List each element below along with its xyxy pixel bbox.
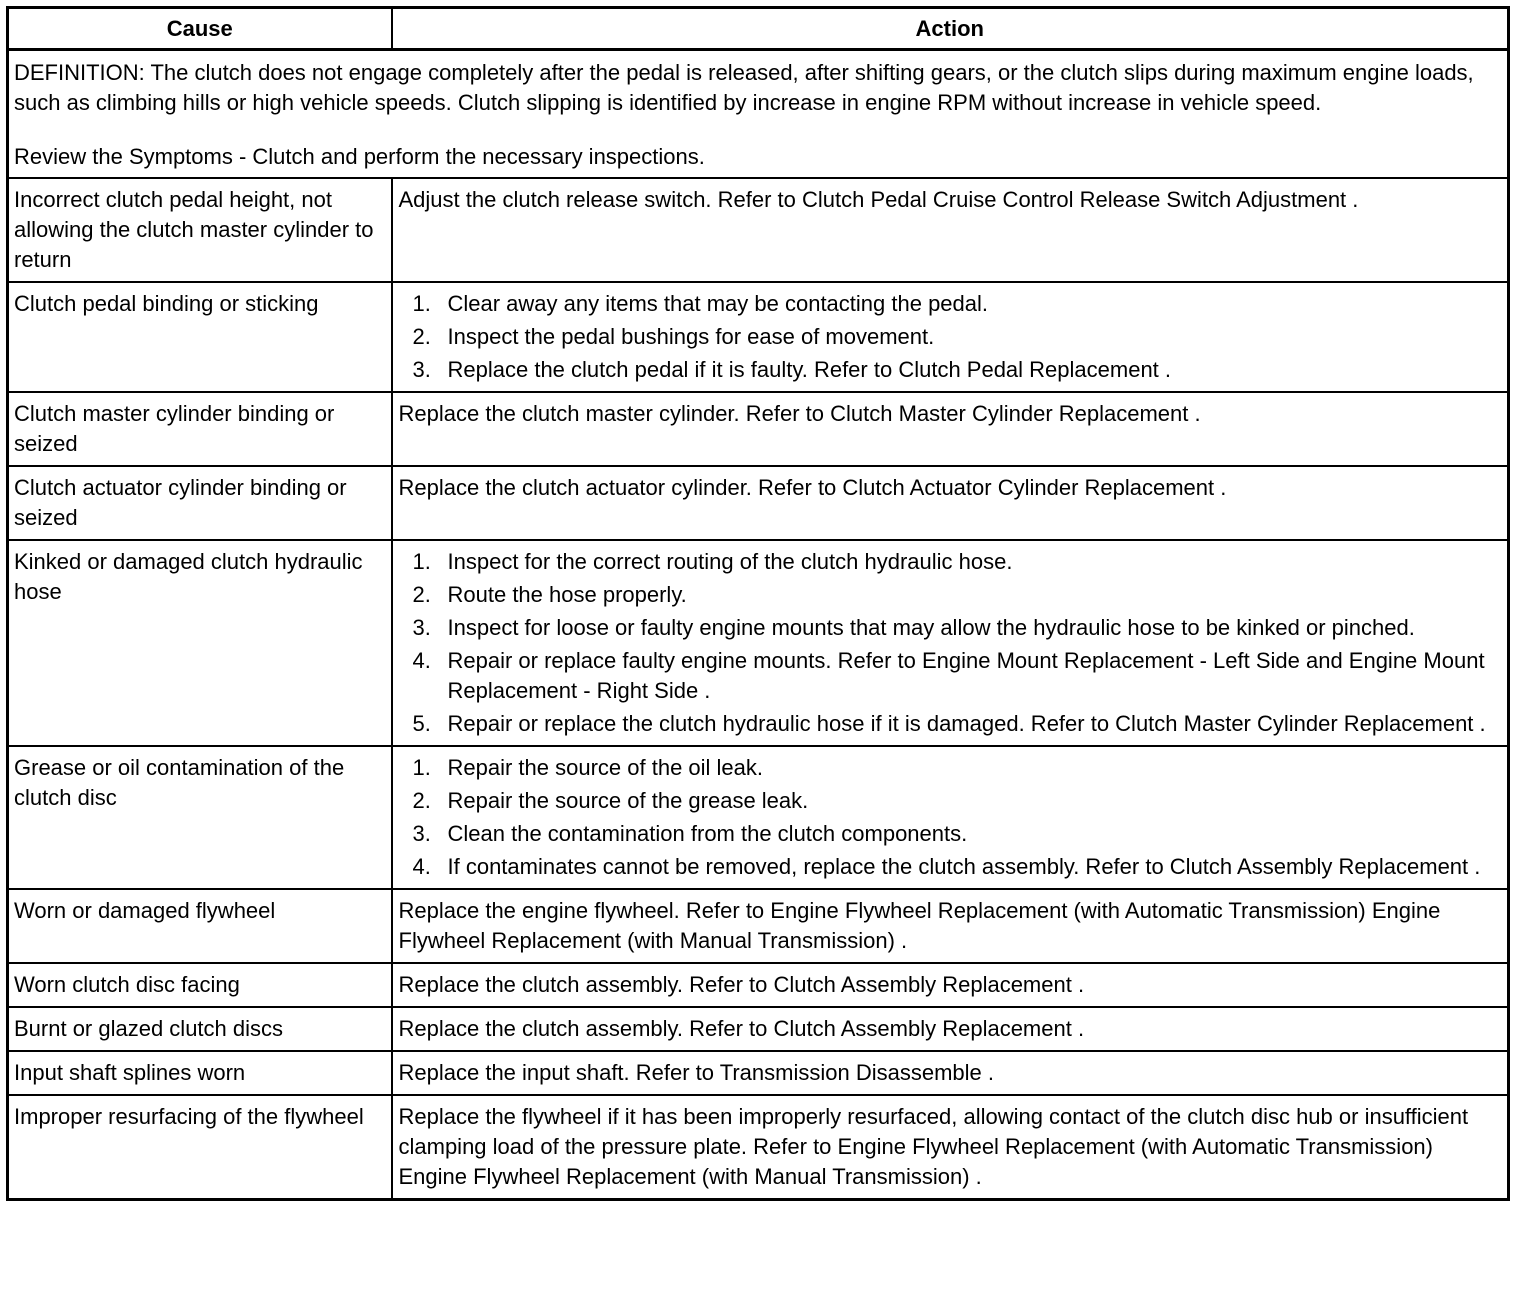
- cause-cell: Incorrect clutch pedal height, not allowing the clutch master cylinder to return: [8, 178, 392, 282]
- definition-cell: [8, 50, 1509, 179]
- table-row: [8, 889, 1509, 963]
- document-page: [6, 6, 1510, 1201]
- action-cell: Replace the input shaft. Refer to Transmission Disassemble .: [392, 1051, 1509, 1095]
- step-text: If contaminates cannot be removed, replace the clutch assembly. Refer to Clutch Assembly Replacement .: [447, 854, 1481, 879]
- action-cell: Replace the engine flywheel. Refer to Engine Flywheel Replacement (with Automatic Transmission) Engine Flywheel Replacement (with Manual Transmission) .: [392, 889, 1509, 963]
- step-number: 1.: [412, 291, 431, 316]
- action-cell: Replace the flywheel if it has been improperly resurfaced, allowing contact of the clutch disc hub or insufficient clamping load of the pressure plate. Refer to Engine Flywheel Replacement (with Automatic Transmission) Engine Flywheel Replacement (with Manual Transmission) .: [392, 1095, 1509, 1200]
- action-step: [399, 852, 1504, 882]
- action-step: [399, 709, 1504, 739]
- action-step: [399, 646, 1504, 706]
- action-step: [399, 753, 1504, 783]
- action-steps-list: [399, 547, 1504, 739]
- step-text: Repair or replace faulty engine mounts. Refer to Engine Mount Replacement - Left Side and Engine Mount Replacement - Right Side .: [447, 648, 1485, 703]
- cause-cell: Kinked or damaged clutch hydraulic hose: [8, 540, 392, 746]
- table-header-row: [8, 8, 1509, 50]
- action-step: [399, 786, 1504, 816]
- action-cell: Replace the clutch master cylinder. Refer to Clutch Master Cylinder Replacement .: [392, 392, 1509, 466]
- step-number: 2.: [412, 582, 431, 607]
- step-text: Repair or replace the clutch hydraulic hose if it is damaged. Refer to Clutch Master Cylinder Replacement .: [447, 711, 1486, 736]
- definition-text: DEFINITION: The clutch does not engage completely after the pedal is released, after shifting gears, or the clutch slips during maximum engine loads, such as climbing hills or high vehicle speeds. Clutch slipping is identified by increase in engine RPM without increase in vehicle speed.: [14, 60, 1474, 115]
- step-text: Route the hose properly.: [447, 582, 687, 607]
- action-steps-list: [399, 289, 1504, 385]
- step-text: Repair the source of the oil leak.: [447, 755, 764, 780]
- action-cell: [392, 746, 1509, 889]
- step-text: Replace the clutch pedal if it is faulty. Refer to Clutch Pedal Replacement .: [447, 357, 1172, 382]
- step-number: 1.: [412, 549, 431, 574]
- step-number: 1.: [412, 755, 431, 780]
- table-row: [8, 963, 1509, 1007]
- column-header-cause: Cause: [8, 8, 392, 50]
- cause-cell: Worn clutch disc facing: [8, 963, 392, 1007]
- table-row: [8, 1007, 1509, 1051]
- definition-review-text: Review the Symptoms - Clutch and perform the necessary inspections.: [14, 144, 705, 169]
- diagnostic-table: [6, 6, 1510, 1201]
- action-step: [399, 613, 1504, 643]
- table-row: [8, 540, 1509, 746]
- cause-cell: Worn or damaged flywheel: [8, 889, 392, 963]
- table-row: [8, 282, 1509, 392]
- cause-cell: Burnt or glazed clutch discs: [8, 1007, 392, 1051]
- action-step: [399, 355, 1504, 385]
- column-header-action: Action: [392, 8, 1509, 50]
- action-cell: Adjust the clutch release switch. Refer to Clutch Pedal Cruise Control Release Switch Adjustment .: [392, 178, 1509, 282]
- table-row: [8, 1051, 1509, 1095]
- cause-cell: Clutch pedal binding or sticking: [8, 282, 392, 392]
- step-text: Repair the source of the grease leak.: [447, 788, 809, 813]
- table-row: [8, 1095, 1509, 1200]
- table-row: [8, 178, 1509, 282]
- step-number: 5.: [412, 711, 431, 736]
- action-cell: [392, 540, 1509, 746]
- table-row: [8, 466, 1509, 540]
- cause-cell: Clutch master cylinder binding or seized: [8, 392, 392, 466]
- cause-cell: Grease or oil contamination of the clutch disc: [8, 746, 392, 889]
- step-number: 3.: [412, 357, 431, 382]
- action-step: [399, 580, 1504, 610]
- action-step: [399, 322, 1504, 352]
- step-text: Clear away any items that may be contacting the pedal.: [447, 291, 989, 316]
- step-text: Inspect for the correct routing of the clutch hydraulic hose.: [447, 549, 1013, 574]
- action-cell: [392, 282, 1509, 392]
- action-step: [399, 547, 1504, 577]
- step-number: 2.: [412, 788, 431, 813]
- step-number: 4.: [412, 648, 431, 673]
- definition-row: [8, 50, 1509, 179]
- action-step: [399, 819, 1504, 849]
- action-cell: Replace the clutch assembly. Refer to Clutch Assembly Replacement .: [392, 963, 1509, 1007]
- action-cell: Replace the clutch assembly. Refer to Clutch Assembly Replacement .: [392, 1007, 1509, 1051]
- action-steps-list: [399, 753, 1504, 882]
- table-row: [8, 746, 1509, 889]
- table-row: [8, 392, 1509, 466]
- step-text: Inspect for loose or faulty engine mounts that may allow the hydraulic hose to be kinked or pinched.: [447, 615, 1415, 640]
- step-text: Inspect the pedal bushings for ease of movement.: [447, 324, 935, 349]
- step-number: 3.: [412, 615, 431, 640]
- action-step: [399, 289, 1504, 319]
- cause-cell: Clutch actuator cylinder binding or seized: [8, 466, 392, 540]
- step-number: 3.: [412, 821, 431, 846]
- step-number: 4.: [412, 854, 431, 879]
- step-text: Clean the contamination from the clutch components.: [447, 821, 968, 846]
- cause-cell: Improper resurfacing of the flywheel: [8, 1095, 392, 1200]
- action-cell: Replace the clutch actuator cylinder. Refer to Clutch Actuator Cylinder Replacement .: [392, 466, 1509, 540]
- step-number: 2.: [412, 324, 431, 349]
- cause-cell: Input shaft splines worn: [8, 1051, 392, 1095]
